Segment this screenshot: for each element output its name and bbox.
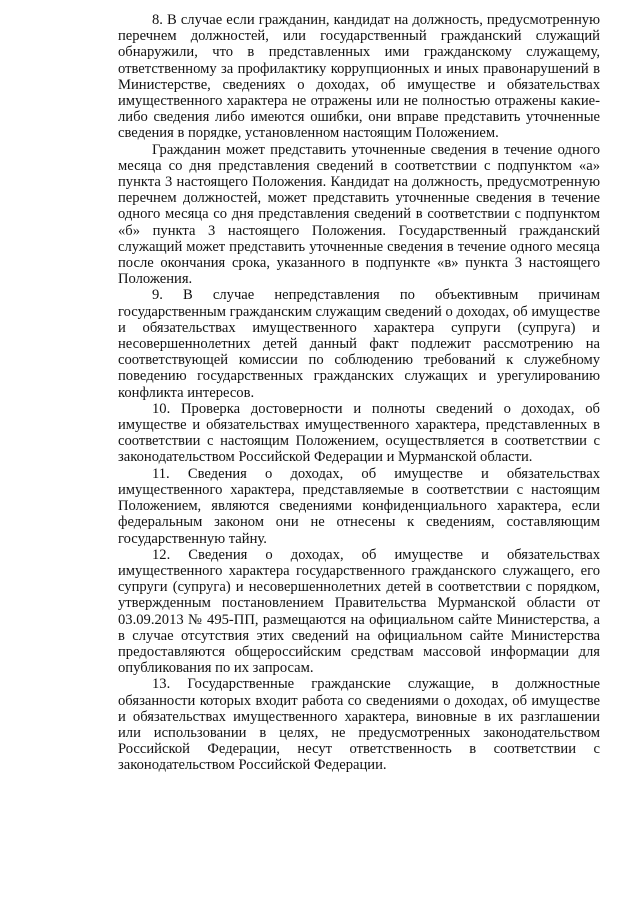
paragraph-12: 12. Сведения о доходах, об имуществе и обязательствах имущественного характера государственного гражданского служащего, его супруги (супруга) и несовершеннолетних детей в соответствии с порядком, утвержденным постановлением Правительства Мурманской области от 03.09.2013 № 495-ПП, размещаются на официальном сайте Министерства, а в случае отсутствия этих сведений на официальном сайте Министерства предоставляются общероссийским средствам массовой информации для опубликования по их запросам. <box>118 546 600 677</box>
paragraph-9: 9. В случае непредставления по объективным причинам государственным гражданским служащим сведений о доходах, об имуществе и обязательствах имущественного характера супруги (супруга) и несовершеннолетних детей данный факт подлежит рассмотрению на соответствующей комиссии по соблюдению требований к служебному поведению государственных гражданских служащих и урегулированию конфликта интересов. <box>118 287 600 401</box>
document-page <box>118 12 600 774</box>
paragraph-11: 11. Сведения о доходах, об имуществе и обязательствах имущественного характера, представляемые в соответствии с настоящим Положением, являются сведениями конфиденциального характера, если федеральным законом они не отнесены к сведениям, составляющим государственную тайну. <box>118 465 600 547</box>
paragraph-10: 10. Проверка достоверности и полноты сведений о доходах, об имуществе и обязательствах имущественного характера, представленных в соответствии с настоящим Положением, осуществляется в соответствии с законодательством Российской Федерации и Мурманской области. <box>118 400 600 466</box>
paragraph-13: 13. Государственные гражданские служащие, в должностные обязанности которых входит работа со сведениями о доходах, об имуществе и обязательствах имущественного характера, виновные в их разглашении или использовании в целях, не предусмотренных законодательством Российской Федерации, несут ответственность в соответствии с законодательством Российской Федерации. <box>118 676 600 774</box>
paragraph-8: 8. В случае если гражданин, кандидат на должность, предусмотренную перечнем должностей, или государственный гражданский служащий обнаружили, что в представленных ими гражданскому служащему, ответственному за профилактику коррупционных и иных правонарушений в Министерстве, сведениях о доходах, об имуществе и обязательствах имущественного характера не отражены или не полностью отражены какие-либо сведения либо имеются ошибки, они вправе представить уточненные сведения в порядке, установленном настоящим Положением. <box>118 12 600 142</box>
paragraph-8-continuation: Гражданин может представить уточненные сведения в течение одного месяца со дня представления сведений в соответствии с подпунктом «а» пункта 3 настоящего Положения. Кандидат на должность, предусмотренную перечнем должностей, может представить уточненные сведения в течение одного месяца со дня представления сведений в соответствии с подпунктом «б» пункта 3 настоящего Положения. Государственный гражданский служащий может представить уточненные сведения в течение одного месяца после окончания срока, указанного в подпункте «в» пункта 3 настоящего Положения. <box>118 141 600 288</box>
